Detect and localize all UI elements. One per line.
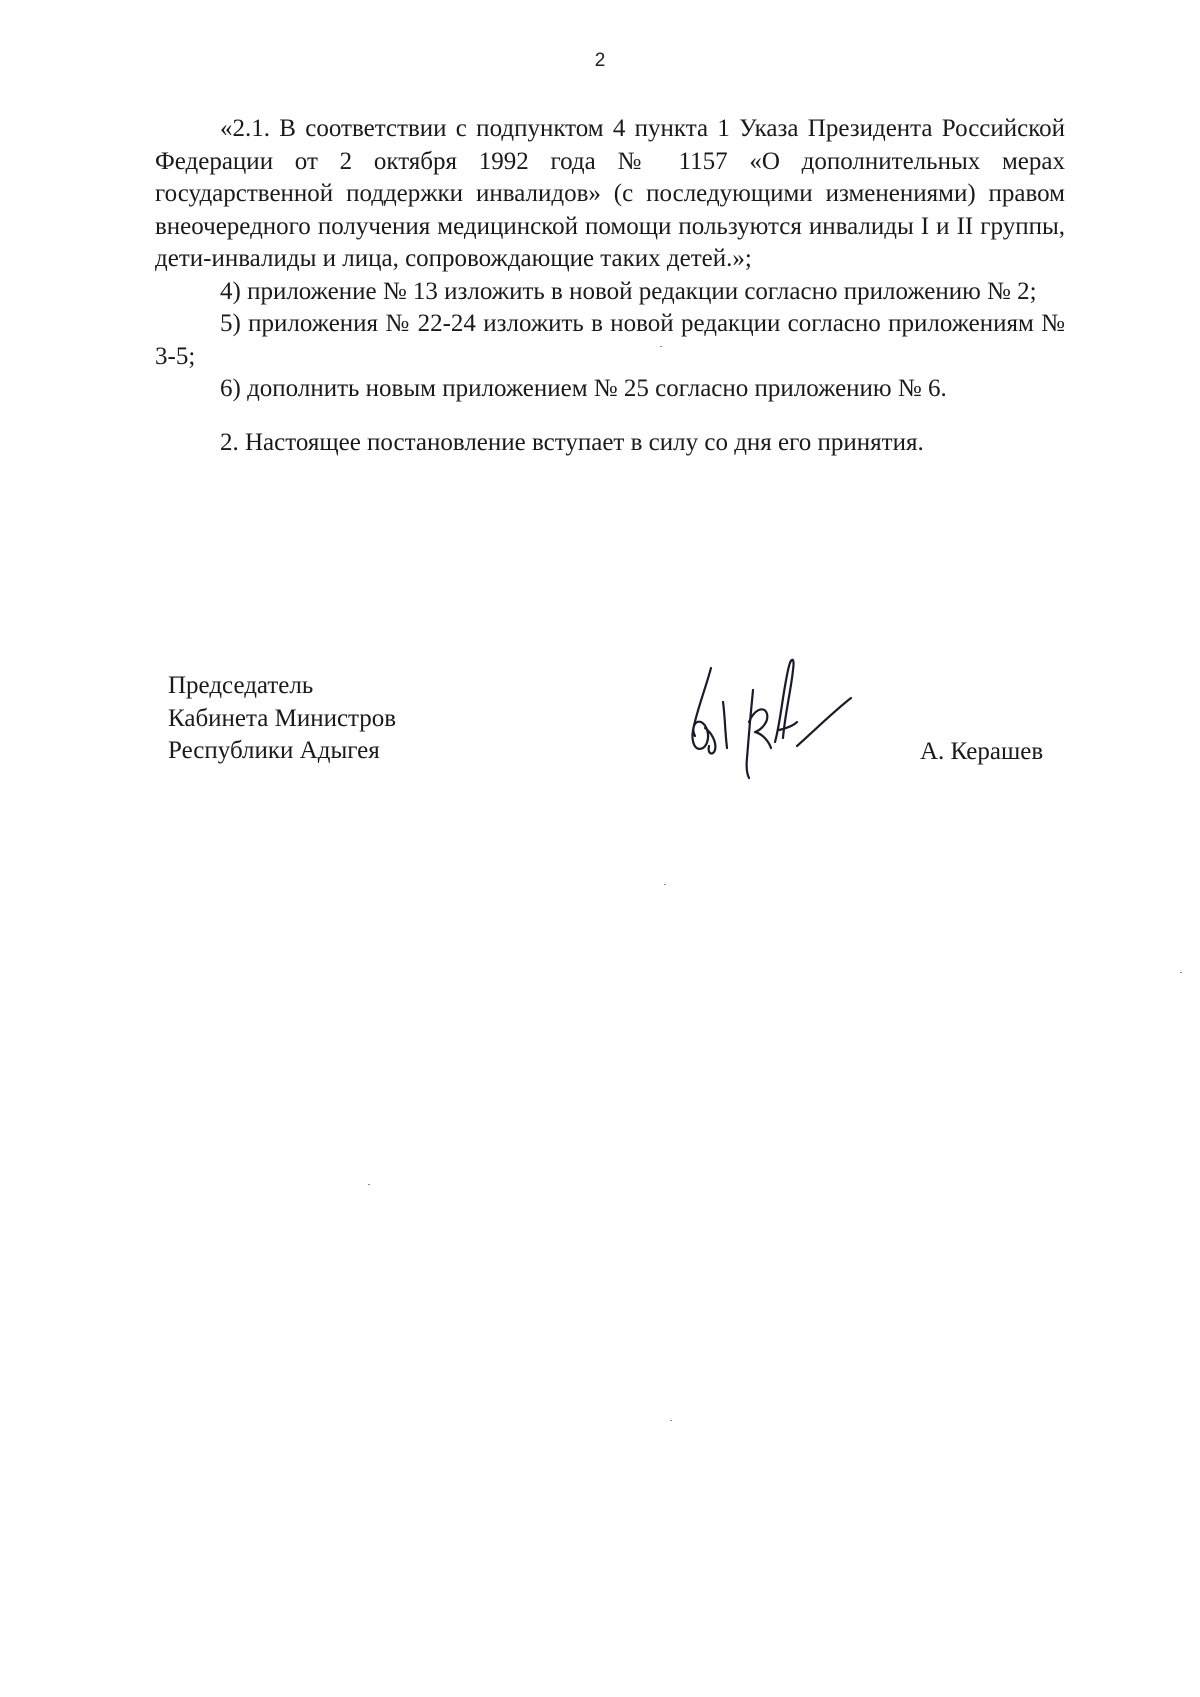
document-body <box>155 113 1065 459</box>
handwritten-signature <box>675 650 855 780</box>
scan-speck <box>664 884 666 885</box>
paragraph-item-4: 4) приложение № 13 изложить в новой редакции согласно приложению № 2; <box>220 277 1037 305</box>
page-number: 2 <box>594 50 606 71</box>
scan-speck <box>660 346 662 347</box>
signer-position-line: Республики Адыгея <box>168 737 380 764</box>
paragraph-effective-date: 2. Настоящее постановление вступает в силу со дня его принятия. <box>220 428 924 456</box>
signer-position-line: Кабинета Министров <box>168 704 397 732</box>
paragraph-clause-2-1: «2.1. В соответствии с подпунктом 4 пункта 1 Указа Президента Российской Федерации от 2 октября 1992 года № 1157 «О дополнительных мерах государственной поддержки инвалидов» (с последующими изменениями) правом внеочередного получения медицинской помощи пользуются инвалиды I и II группы, дети-инвалиды и лица, сопровождающие таких детей.»; <box>155 115 1065 272</box>
paragraph-item-6: 6) дополнить новым приложением № 25 согласно приложению № 6. <box>220 375 947 402</box>
scan-speck <box>368 1184 370 1185</box>
paragraph-item-5: 5) приложения № 22-24 изложить в новой редакции согласно приложениям № 3-5; <box>155 310 1065 370</box>
signer-position-line: Председатель <box>168 672 314 699</box>
scan-speck <box>670 1420 672 1421</box>
scan-speck <box>1180 972 1182 973</box>
signer-position <box>168 670 396 768</box>
signer-name: А. Керашев <box>920 738 1044 765</box>
